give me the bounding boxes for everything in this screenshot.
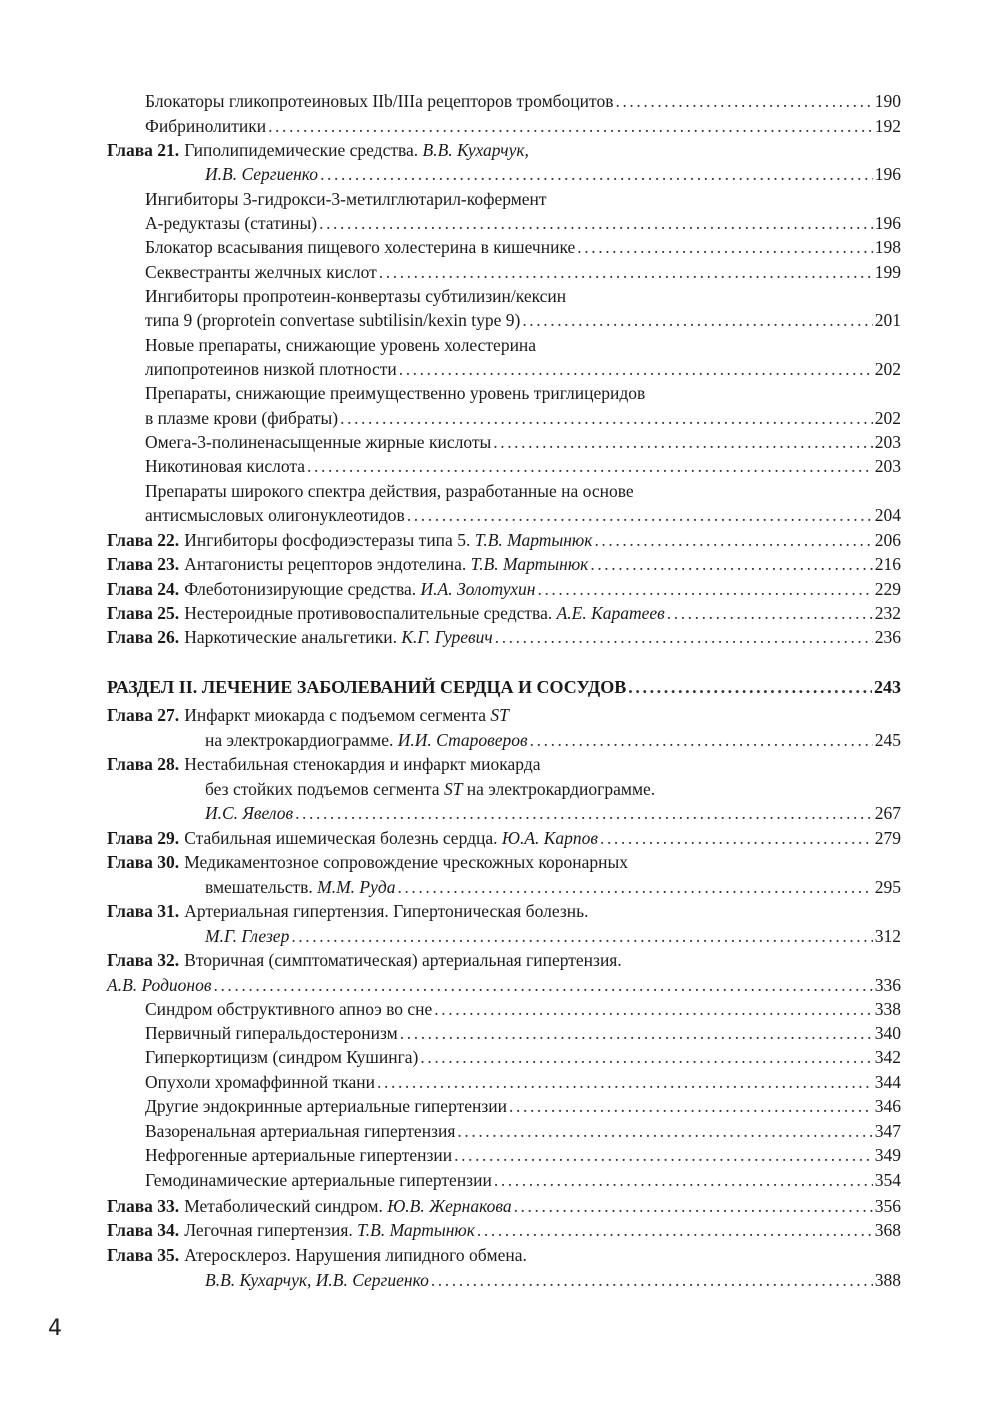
entry-author: Т.В. Мартынюк xyxy=(474,530,593,550)
entry-title: Флеботонизирующие средства. xyxy=(184,579,421,599)
entry-title: Нефрогенные артериальные гипертензии xyxy=(145,1145,453,1165)
toc-entry xyxy=(145,1045,901,1069)
dot-leader xyxy=(307,454,873,478)
page-ref[interactable]: 202 xyxy=(874,359,901,379)
entry-title: на электрокардиограмме. xyxy=(205,730,398,750)
entry-title: Атеросклероз. Нарушения липидного обмена. xyxy=(184,1245,527,1265)
dot-leader xyxy=(493,430,873,454)
page-ref[interactable]: 267 xyxy=(874,803,901,823)
toc-entry xyxy=(205,162,901,186)
toc-chapter xyxy=(107,577,901,601)
dot-leader xyxy=(477,1218,873,1242)
toc-entry xyxy=(145,114,901,138)
toc-entry xyxy=(145,381,901,405)
dot-leader xyxy=(295,801,873,825)
dot-leader xyxy=(590,552,872,576)
entry-author: К.Г. Гуревич xyxy=(401,627,493,647)
toc-entry xyxy=(145,1070,901,1094)
entry-title: Антагонисты рецепторов эндотелина. xyxy=(184,554,471,574)
entry-title: антисмысловых олигонуклеотидов xyxy=(145,505,405,525)
entry-author: М.Г. Глезер xyxy=(205,926,290,946)
dot-leader xyxy=(400,1021,873,1045)
entry-author: И.В. Сергиенко xyxy=(205,164,319,184)
dot-leader xyxy=(615,89,872,113)
toc-chapter xyxy=(107,899,901,923)
entry-author: В.В. Кухарчук, И.В. Сергиенко xyxy=(205,1270,429,1290)
toc-entry xyxy=(145,284,901,308)
page-ref[interactable]: 312 xyxy=(874,926,901,946)
entry-title-tail: на электрокардиограмме. xyxy=(462,779,656,799)
toc-chapter xyxy=(107,826,901,850)
page-ref[interactable]: 347 xyxy=(874,1121,901,1141)
page-ref[interactable]: 216 xyxy=(874,554,901,574)
toc-chapter xyxy=(107,850,901,874)
entry-author: Т.В. Мартынюк xyxy=(357,1220,475,1240)
toc-entry xyxy=(145,187,901,211)
toc-entry xyxy=(145,357,901,381)
entry-title: Гемодинамические артериальные гипертензии xyxy=(145,1170,492,1190)
dot-leader xyxy=(514,1194,873,1218)
dot-leader xyxy=(457,1119,872,1143)
toc-chapter xyxy=(107,138,901,162)
chapter-label: Глава 30. xyxy=(107,852,180,872)
dot-leader xyxy=(628,675,872,699)
dot-leader xyxy=(667,601,873,625)
toc-chapter xyxy=(107,528,901,552)
page-ref[interactable]: 199 xyxy=(874,262,901,282)
dot-leader xyxy=(431,1268,873,1292)
toc-chapter xyxy=(107,1243,901,1267)
entry-title: Вторичная (симптоматическая) артериальная гипертензия. xyxy=(184,950,622,970)
page-number: 4 xyxy=(48,1316,62,1341)
toc-entry xyxy=(145,503,901,527)
dot-leader xyxy=(379,260,873,284)
chapter-label: Глава 23. xyxy=(107,554,180,574)
entry-title: Ингибиторы пропротеин-конвертазы субтилизин/кексин xyxy=(145,286,567,306)
toc-chapter xyxy=(107,1194,901,1218)
dot-leader xyxy=(319,211,873,235)
chapter-label: Глава 33. xyxy=(107,1196,180,1216)
page-ref[interactable]: 203 xyxy=(874,456,901,476)
chapter-label: Глава 29. xyxy=(107,828,180,848)
entry-title: Гиполипидемические средства. xyxy=(184,140,423,160)
entry-title: Метаболический синдром. xyxy=(184,1196,388,1216)
chapter-label: Глава 31. xyxy=(107,901,180,921)
page-ref[interactable]: 201 xyxy=(874,310,901,330)
entry-title: Наркотические анальгетики. xyxy=(184,627,402,647)
entry-author: Ю.А. Карпов xyxy=(501,828,598,848)
page-ref[interactable]: 190 xyxy=(874,91,901,111)
toc-chapter xyxy=(107,1218,901,1242)
toc-entry xyxy=(205,1268,901,1292)
dot-leader xyxy=(377,1070,873,1094)
entry-title: липопротеинов низкой плотности xyxy=(145,359,397,379)
entry-title: Ингибиторы фосфодиэстеразы типа 5. xyxy=(184,530,475,550)
toc-entry xyxy=(205,875,901,899)
entry-author: М.М. Руда xyxy=(317,877,396,897)
entry-title: Синдром обструктивного апноэ во сне xyxy=(145,999,433,1019)
dot-leader xyxy=(530,728,873,752)
entry-title: Легочная гипертензия. xyxy=(184,1220,358,1240)
page-ref[interactable]: 336 xyxy=(874,975,901,995)
toc-entry xyxy=(145,454,901,478)
entry-title: Никотиновая кислота xyxy=(145,456,306,476)
toc-entry xyxy=(145,260,901,284)
entry-author: ST xyxy=(490,705,509,725)
chapter-label: Глава 26. xyxy=(107,627,180,647)
toc-entry xyxy=(145,1119,901,1143)
toc-entry xyxy=(107,973,901,997)
dot-leader xyxy=(509,1094,873,1118)
dot-leader xyxy=(340,406,873,430)
dot-leader xyxy=(213,973,872,997)
entry-title: Вазоренальная артериальная гипертензия xyxy=(145,1121,456,1141)
entry-title: Опухоли хромаффинной ткани xyxy=(145,1072,376,1092)
toc-chapter xyxy=(107,948,901,972)
toc-entry xyxy=(205,801,901,825)
toc-chapter xyxy=(107,703,901,727)
toc-chapter xyxy=(107,601,901,625)
toc-entry xyxy=(145,1021,901,1045)
page-ref[interactable]: 196 xyxy=(874,213,901,233)
dot-leader xyxy=(494,1168,873,1192)
dot-leader xyxy=(434,997,872,1021)
page-ref[interactable]: 204 xyxy=(874,505,901,525)
dot-leader xyxy=(600,826,873,850)
page-ref[interactable]: 232 xyxy=(874,603,901,623)
chapter-label: Глава 24. xyxy=(107,579,180,599)
dot-leader xyxy=(291,924,872,948)
page-ref[interactable]: 236 xyxy=(874,627,901,647)
dot-leader xyxy=(399,357,873,381)
chapter-label: Глава 22. xyxy=(107,530,180,550)
entry-title: Стабильная ишемическая болезнь сердца. xyxy=(184,828,502,848)
toc-entry xyxy=(145,1143,901,1167)
page-ref[interactable]: 346 xyxy=(874,1096,901,1116)
page-ref[interactable]: 202 xyxy=(874,408,901,428)
entry-author: И.И. Староверов xyxy=(397,730,528,750)
entry-author: В.В. Кухарчук, xyxy=(422,140,529,160)
page-ref[interactable]: 196 xyxy=(874,164,901,184)
dot-leader xyxy=(407,503,873,527)
chapter-label: Глава 34. xyxy=(107,1220,180,1240)
toc-entry xyxy=(145,430,901,454)
toc-entry xyxy=(145,308,901,332)
page-ref[interactable]: 229 xyxy=(874,579,901,599)
dot-leader xyxy=(320,162,873,186)
dot-leader xyxy=(268,114,873,138)
entry-title: Нестероидные противовоспалительные средства. xyxy=(184,603,557,623)
page-ref[interactable]: 192 xyxy=(874,116,901,136)
page-ref[interactable]: 203 xyxy=(874,432,901,452)
page-ref[interactable]: 295 xyxy=(874,877,901,897)
toc-chapter xyxy=(107,752,901,776)
page-ref[interactable]: 349 xyxy=(874,1145,901,1165)
entry-title: РАЗДЕЛ II. ЛЕЧЕНИЕ ЗАБОЛЕВАНИЙ СЕРДЦА И СОСУДОВ xyxy=(107,677,627,697)
chapter-label: Глава 32. xyxy=(107,950,180,970)
page-ref[interactable]: 245 xyxy=(874,730,901,750)
entry-title: Препараты широкого спектра действия, разработанные на основе xyxy=(145,481,634,501)
entry-title: А-редуктазы (статины) xyxy=(145,213,318,233)
entry-author: Т.В. Мартынюк xyxy=(470,554,589,574)
toc-entry xyxy=(145,1094,901,1118)
dot-leader xyxy=(454,1143,873,1167)
chapter-label: Глава 21. xyxy=(107,140,180,160)
entry-title: Инфаркт миокарда с подъемом сегмента xyxy=(184,705,491,725)
toc-entry xyxy=(205,924,901,948)
entry-title: Фибринолитики xyxy=(145,116,267,136)
toc-entry xyxy=(145,406,901,430)
entry-title: Артериальная гипертензия. Гипертоническая болезнь. xyxy=(184,901,589,921)
entry-author: Ю.В. Жернакова xyxy=(387,1196,512,1216)
entry-author: А.Е. Каратеев xyxy=(556,603,665,623)
chapter-label: Глава 28. xyxy=(107,754,180,774)
entry-title: в плазме крови (фибраты) xyxy=(145,408,339,428)
entry-title: Другие эндокринные артериальные гипертензии xyxy=(145,1096,508,1116)
entry-title: Блокатор всасывания пищевого холестерина в кишечнике xyxy=(145,237,576,257)
toc-entry xyxy=(145,211,901,235)
page-ref[interactable]: 344 xyxy=(874,1072,901,1092)
entry-author: И.С. Явелов xyxy=(205,803,294,823)
entry-title: вмешательств. xyxy=(205,877,318,897)
toc-entry xyxy=(145,235,901,259)
toc-entry xyxy=(145,1168,901,1192)
entry-title: Секвестранты желчных кислот xyxy=(145,262,377,282)
page-ref[interactable]: 388 xyxy=(874,1270,901,1290)
dot-leader xyxy=(420,1045,872,1069)
page-ref[interactable]: 243 xyxy=(874,677,901,697)
page-ref[interactable]: 340 xyxy=(874,1023,901,1043)
toc-chapter xyxy=(107,625,901,649)
page-ref[interactable]: 354 xyxy=(874,1170,901,1190)
dot-leader xyxy=(577,235,872,259)
page-ref[interactable]: 342 xyxy=(874,1047,901,1067)
entry-title: Новые препараты, снижающие уровень холестерина xyxy=(145,335,537,355)
toc-chapter xyxy=(107,552,901,576)
page-ref[interactable]: 206 xyxy=(874,530,901,550)
entry-title: типа 9 (proprotein convertase subtilisin/kexin type 9) xyxy=(145,310,521,330)
entry-title: Нестабильная стенокардия и инфаркт миокарда xyxy=(184,754,541,774)
page-ref[interactable]: 338 xyxy=(874,999,901,1019)
entry-title: Блокаторы гликопротеиновых IIb/IIIa рецепторов тромбоцитов xyxy=(145,91,614,111)
chapter-label: Глава 25. xyxy=(107,603,180,623)
chapter-label: Глава 35. xyxy=(107,1245,180,1265)
toc-entry xyxy=(145,89,901,113)
toc-entry xyxy=(205,728,901,752)
entry-author: И.А. Золотухин xyxy=(420,579,536,599)
entry-title: Препараты, снижающие преимущественно уровень триглицеридов xyxy=(145,383,646,403)
page-ref[interactable]: 356 xyxy=(874,1196,901,1216)
entry-title: Омега-3-полиненасыщенные жирные кислоты xyxy=(145,432,492,452)
toc-entry xyxy=(205,777,901,801)
page-ref[interactable]: 198 xyxy=(874,237,901,257)
entry-title: Гиперкортицизм (синдром Кушинга) xyxy=(145,1047,419,1067)
dot-leader xyxy=(495,625,873,649)
entry-title: Первичный гиперальдостеронизм xyxy=(145,1023,398,1043)
chapter-label: Глава 27. xyxy=(107,705,180,725)
page-ref[interactable]: 279 xyxy=(874,828,901,848)
toc-entry xyxy=(145,479,901,503)
page-ref[interactable]: 368 xyxy=(874,1220,901,1240)
toc-section xyxy=(107,675,901,699)
entry-author: ST xyxy=(443,779,463,799)
dot-leader xyxy=(594,528,872,552)
entry-author: А.В. Родионов xyxy=(107,975,212,995)
toc-entry xyxy=(145,997,901,1021)
entry-title: Медикаментозное сопровождение чрескожных коронарных xyxy=(184,852,628,872)
dot-leader xyxy=(522,308,872,332)
dot-leader xyxy=(537,577,872,601)
dot-leader xyxy=(397,875,872,899)
entry-title: без стойких подъемов сегмента xyxy=(205,779,444,799)
toc-entry xyxy=(145,333,901,357)
entry-title: Ингибиторы 3-гидрокси-3-метилглютарил-кофермент xyxy=(145,189,547,209)
